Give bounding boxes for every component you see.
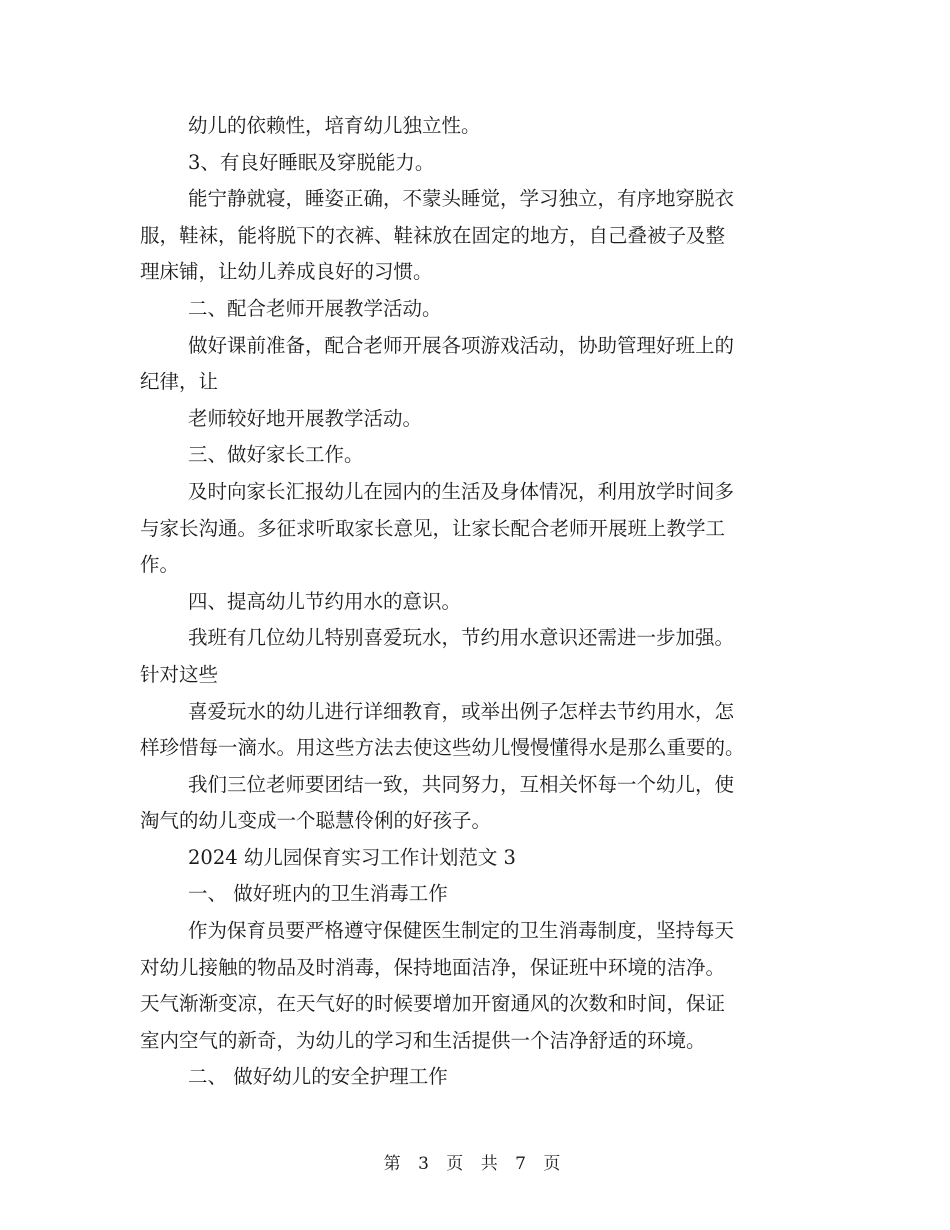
text-line: 服，鞋袜，能将脱下的衣裤、鞋袜放在固定的地方，自己叠被子及整 (140, 223, 726, 247)
text-line: 做好课前准备，配合老师开展各项游戏活动，协助管理好班上的 (188, 333, 735, 357)
document-body (140, 108, 810, 1096)
text-line: 能宁静就寝，睡姿正确，不蒙头睡觉，学习独立，有序地穿脱衣 (188, 187, 735, 211)
text-line: 针对这些 (140, 662, 219, 686)
text-line: 纪律，让 (140, 370, 219, 394)
text-line: 与家长沟通。多征求听取家长意见，让家长配合老师开展班上教学工 (140, 516, 726, 540)
text-line: 我们三位老师要团结一致，共同努力，互相关怀每一个幼儿，使 (188, 772, 735, 796)
text-line: 2024 幼儿园保育实习工作计划范文 3 (188, 845, 516, 869)
text-line: 作为保育员要严格遵守保健医生制定的卫生消毒制度，坚持每天 (188, 919, 735, 943)
text-line: 幼儿的依赖性，培育幼儿独立性。 (188, 114, 481, 137)
text-line: 喜爱玩水的幼儿进行详细教育，或举出例子怎样去节约用水，怎 (188, 699, 735, 723)
text-line: 淘气的幼儿变成一个聪慧伶俐的好孩子。 (140, 809, 492, 833)
page-footer: 第 3 页 共 7 页 (383, 1154, 567, 1174)
text-line: 一、 做好班内的卫生消毒工作 (188, 882, 448, 906)
text-line: 及时向家长汇报幼儿在园内的生活及身体情况，利用放学时间多 (188, 479, 735, 503)
text-line: 二、 做好幼儿的安全护理工作 (188, 1065, 448, 1089)
text-line: 三、做好家长工作。 (188, 443, 364, 467)
text-line: 室内空气的新奇，为幼儿的学习和生活提供一个洁净舒适的环境。 (140, 1028, 706, 1052)
text-line: 四、提高幼儿节约用水的意识。 (188, 589, 462, 613)
text-line: 样珍惜每一滴水。用这些方法去使这些幼儿慢慢懂得水是那么重要的。 (140, 736, 745, 760)
text-line: 我班有几位幼儿特别喜爱玩水，节约用水意识还需进一步加强。 (188, 626, 735, 650)
text-line: 3、有良好睡眠及穿脱能力。 (188, 150, 435, 174)
text-line: 老师较好地开展教学活动。 (188, 406, 423, 430)
text-line: 对幼儿接触的物品及时消毒，保持地面洁净，保证班中环境的洁净。 (140, 955, 726, 979)
text-line: 二、配合老师开展教学活动。 (188, 296, 442, 320)
text-line: 作。 (140, 553, 180, 577)
text-line: 理床铺，让幼儿养成良好的习惯。 (140, 260, 433, 284)
text-line: 天气渐渐变凉，在天气好的时候要增加开窗通风的次数和时间，保证 (140, 992, 726, 1016)
